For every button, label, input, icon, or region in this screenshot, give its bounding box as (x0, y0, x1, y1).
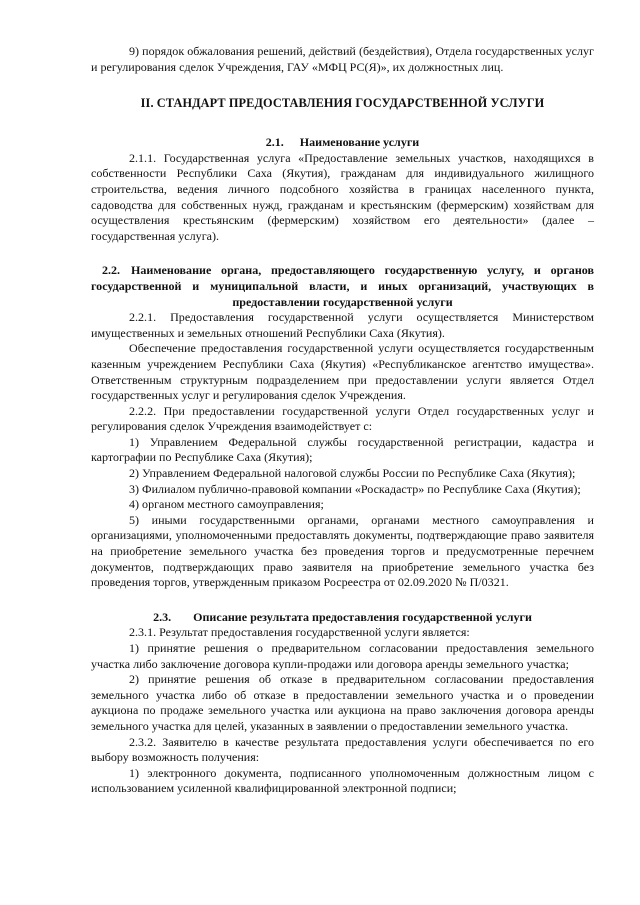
paragraph-2-2-1: 2.2.1. Предоставления государственной услуги осуществляется Министерством имущественных и земельных отношений Республики Саха (Якутия). (91, 310, 594, 340)
subsection-2-2-number: 2.2. (101, 263, 121, 278)
paragraph-2-1-1: 2.1.1. Государственная услуга «Предоставление земельных участков, находящихся в собственности Республики Саха (Якутия), гражданам для индивидуального жилищного строительства, ведения личного подсобного хозяйства в границах населенного пункта, садоводства для собственных нужд, гражданам и крестьянским (фермерским) хозяйствам для осуществления крестьянским (фермерским) хозяйством его деятельности» (далее – государственная услуга). (91, 150, 594, 243)
subsection-2-1-number: 2.1. (265, 135, 284, 150)
list-item-2-3-2-1: 1) электронного документа, подписанного уполномоченным должностным лицом с использованием усиленной квалифицированной электронной подписи; (91, 765, 594, 796)
subsection-2-3-title: Описание результата предоставления государственной услуги (193, 609, 532, 624)
intro-item-9: 9) порядок обжалования решений, действий (бездействия), Отдела государственных услуг и регулирования сделок Учреждения, ГАУ «МФЦ РС(Я)», их должностных лиц. (91, 44, 594, 74)
paragraph-2-3-2: 2.3.2. Заявителю в качестве результата предоставления услуги обеспечивается по его выбору возможность получения: (91, 734, 594, 765)
list-item-2-2-2-2: 2) Управлением Федеральной налоговой службы России по Республике Саха (Якутия); (129, 466, 576, 481)
list-item-2-2-2-4: 4) органом местного самоуправления; (129, 497, 324, 512)
list-item-2-3-1-2: 2) принятие решения об отказе в предварительном согласовании предоставления земельного участка либо об отказе в предоставлении земельного участка и о проведении аукциона по продаже земельного участка или аукциона на право заключения договора аренды земельного участка для целей, указанных в заявлении о предоставлении земельного участка. (91, 672, 594, 733)
paragraph-2-3-1: 2.3.1. Результат предоставления государственной услуги является: (129, 625, 470, 640)
subsection-2-2-heading (91, 263, 594, 310)
section-2-title: II. СТАНДАРТ ПРЕДОСТАВЛЕНИЯ ГОСУДАРСТВЕННОЙ УСЛУГИ (140, 96, 545, 111)
list-item-2-3-1-1: 1) принятие решения о предварительном согласовании предоставления земельного участка либо заключение договора купли-продажи или договора аренды земельного участка; (91, 641, 594, 671)
subsection-2-2-title: Наименование органа, предоставляющего государственную услугу, и органов государственной и муниципальной власти, и иных организаций, участвующих в предоставлении государственной услуги (91, 263, 594, 309)
list-item-2-2-2-1: 1) Управлением Федеральной службы государственной регистрации, кадастра и картографии по Республике Саха (Якутия); (91, 434, 594, 465)
subsection-2-1-heading (91, 135, 594, 151)
paragraph-2-2-1-provision: Обеспечение предоставления государственной услуги осуществляется государственным казенным учреждением Республики Саха (Якутия) «Республиканское агентство имущества». Ответственным структурным подразделением при предоставлении услуги является Отдел государственных услуг и регулирования сделок Учреждения. (91, 341, 594, 403)
subsection-2-3-heading (91, 610, 594, 626)
subsection-2-1-title: Наименование услуги (299, 135, 420, 150)
subsection-2-3-number: 2.3. (153, 609, 172, 624)
list-item-2-2-2-5: 5) иными государственными органами, органами местного самоуправления и организациями, уполномоченными предоставлять документы, подтверждающие право заявителя на приобретение земельного участка без проведения торгов и предусмотренные перечнем документов, подтверждающих право заявителя на приобретение земельного участка без проведения торгов, утвержденным приказом Росреестра от 02.09.2020 № П/0321. (91, 512, 594, 590)
paragraph-2-2-2: 2.2.2. При предоставлении государственной услуги Отдел государственных услуг и регулирования сделок Учреждения взаимодействует с: (91, 403, 594, 434)
list-item-2-2-2-3: 3) Филиалом публично-правовой компании «Роскадастр» по Республике Саха (Якутия); (129, 481, 581, 496)
